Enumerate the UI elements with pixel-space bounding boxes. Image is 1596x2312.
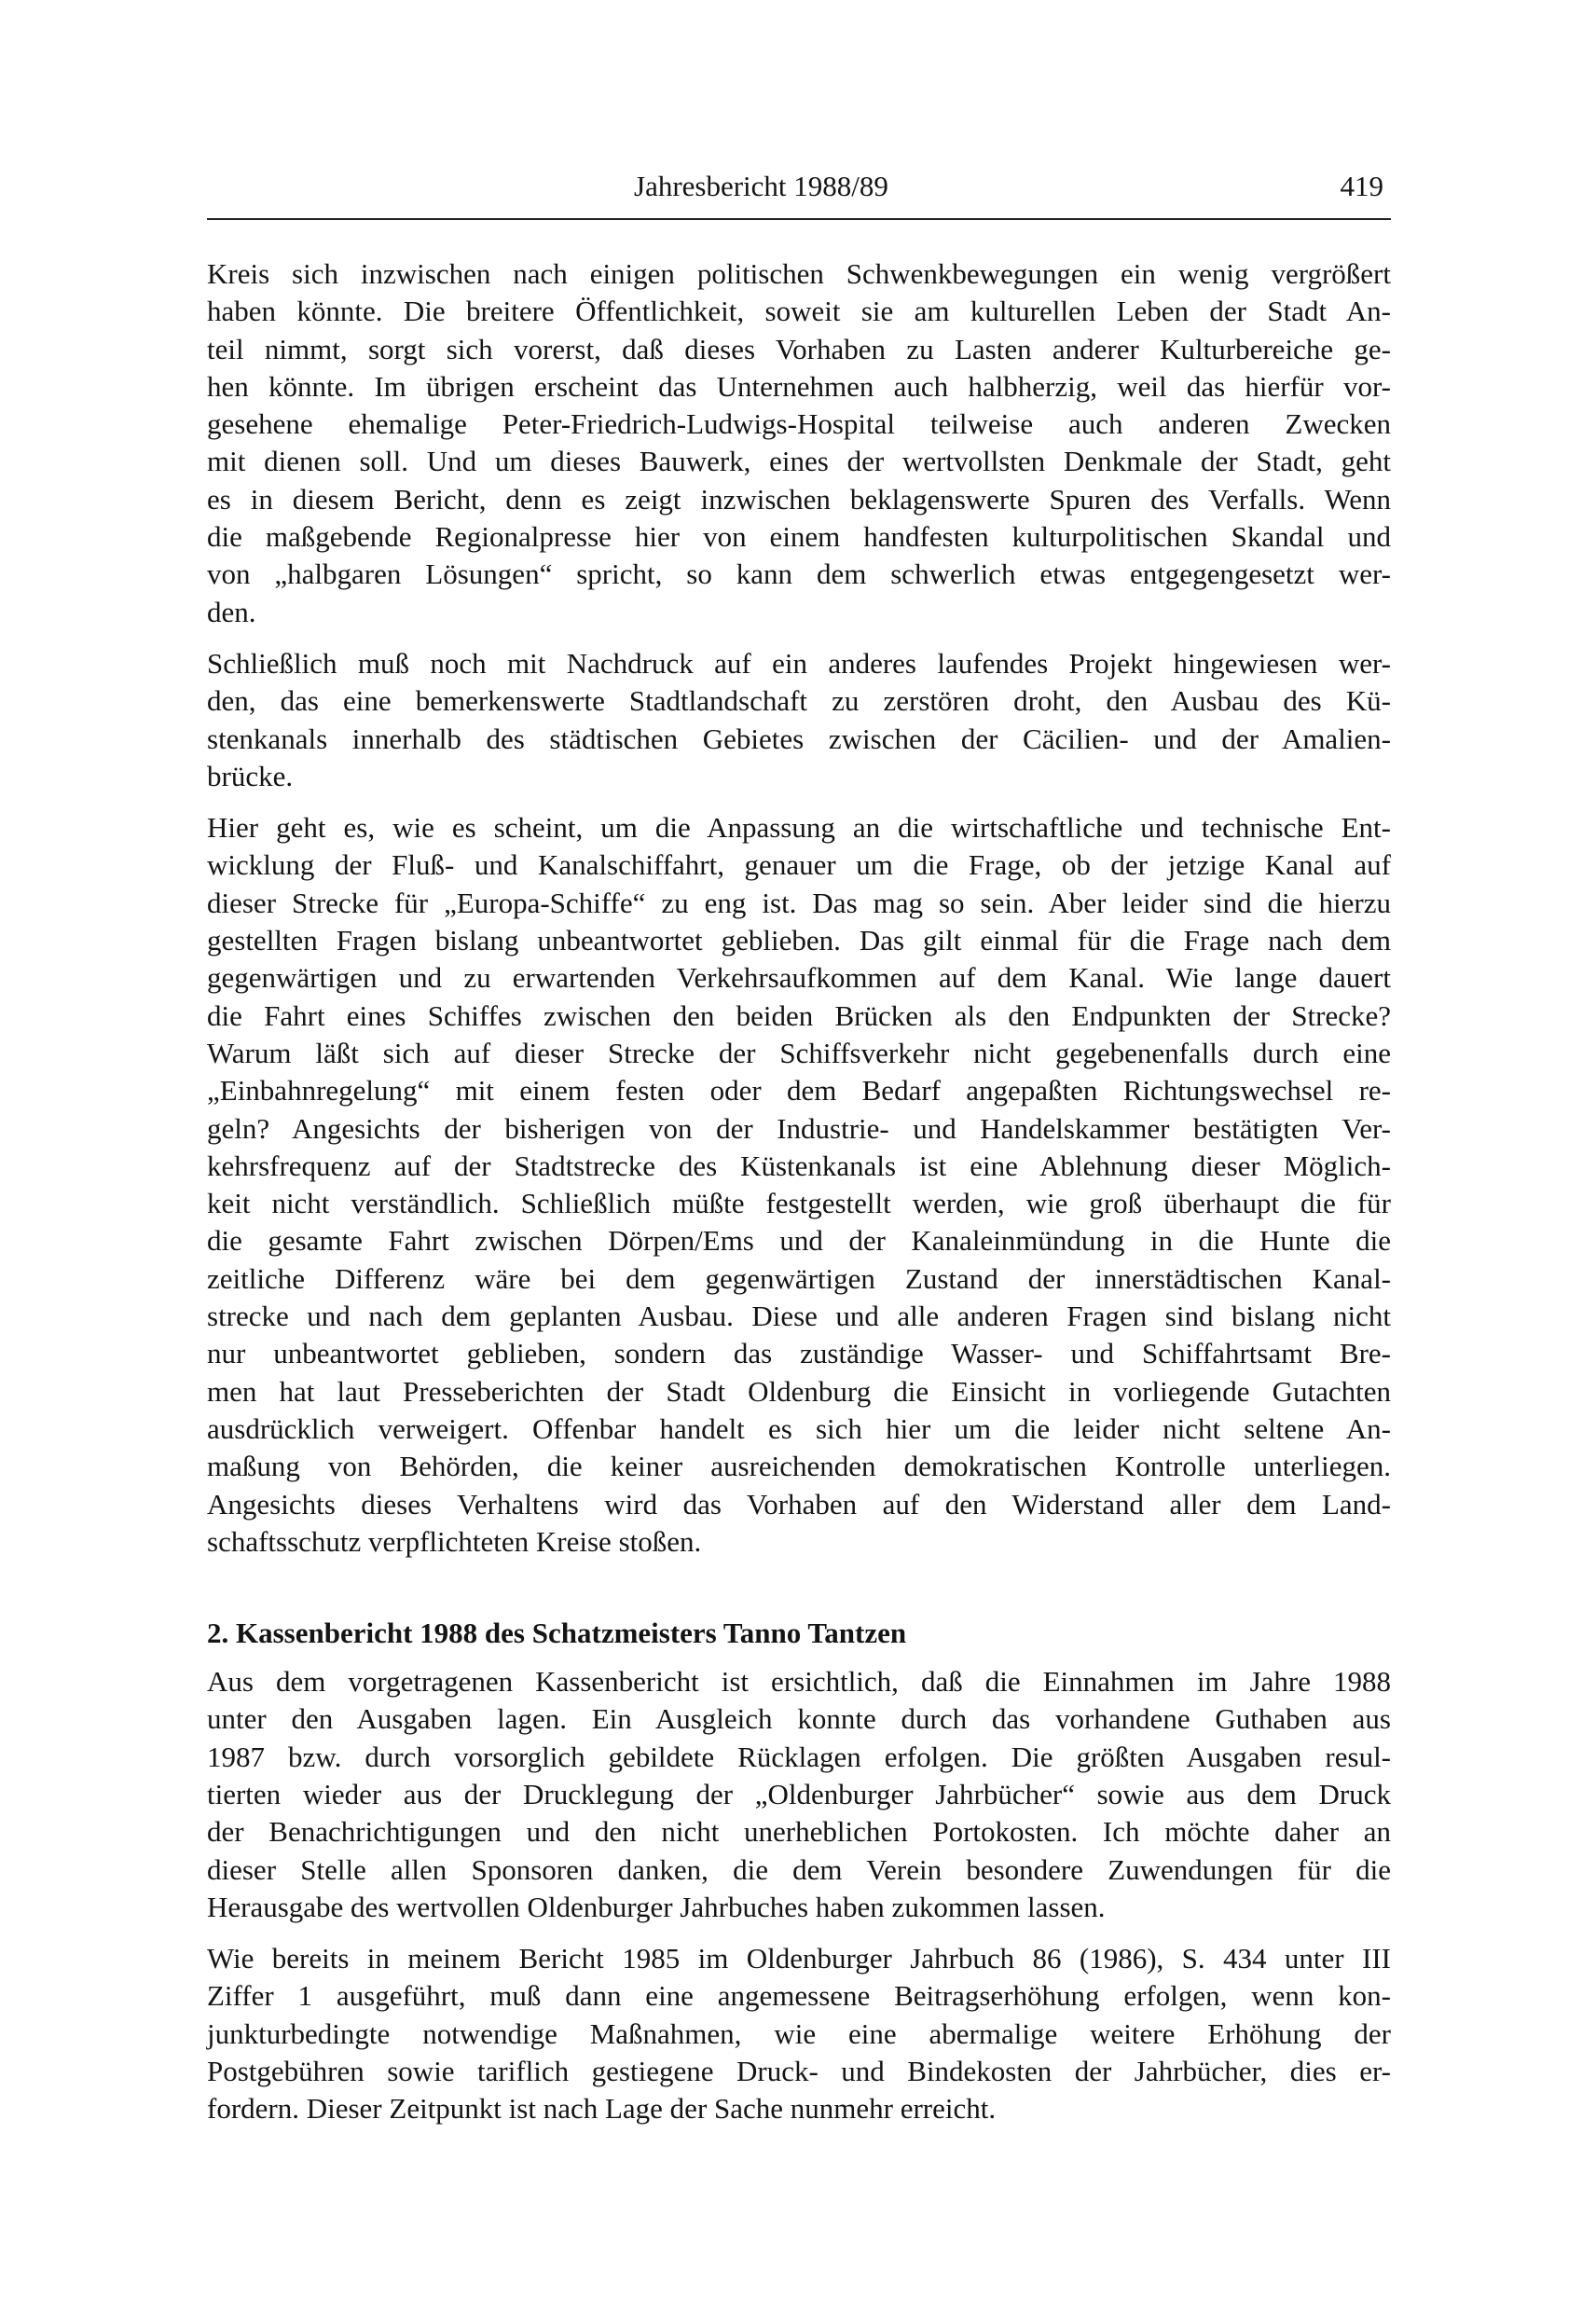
book-page [207,168,1391,2142]
text-line: von „halbgaren Lösungen“ spricht, so kann dem schwerlich etwas entgegengesetzt wer- [207,557,1391,591]
text-line: haben könnte. Die breitere Öffentlichkeit, soweit sie am kulturellen Leben der Stadt An- [207,295,1391,328]
text-line: Ziffer 1 ausgeführt, muß dann eine angemessene Beitragserhöhung erfolgen, wenn kon- [207,1979,1391,2013]
text-line: der Benachrichtigungen und den nicht unerheblichen Portokosten. Ich möchte daher an [207,1815,1391,1849]
text-line: stenkanals innerhalb des städtischen Gebietes zwischen der Cäcilien- und der Amalien- [207,722,1391,755]
text-line: kehrsfrequenz auf der Stadtstrecke des Küstenkanals ist eine Ablehnung dieser Möglich- [207,1149,1391,1182]
text-line: Hier geht es, wie es scheint, um die Anpassung an die wirtschaftliche und technische Ent- [207,811,1391,845]
running-header [207,168,1391,220]
text-line: den, das eine bemerkenswerte Stadtlandschaft zu zerstören droht, den Ausbau des Kü- [207,684,1391,718]
text-line: Angesichts dieses Verhaltens wird das Vorhaben auf den Widerstand aller dem Land- [207,1487,1391,1521]
text-line: Aus dem vorgetragenen Kassenbericht ist ersichtlich, daß die Einnahmen im Jahre 1988 [207,1665,1391,1699]
paragraph [207,1940,1391,2127]
text-line: Kreis sich inzwischen nach einigen politischen Schwenkbewegungen ein wenig vergrößert [207,257,1391,290]
paragraph [207,255,1391,631]
text-line: Wie bereits in meinem Bericht 1985 im Oldenburger Jahrbuch 86 (1986), S. 434 unter III [207,1942,1391,1975]
text-line: mit dienen soll. Und um dieses Bauwerk, eines der wertvollsten Denkmale der Stadt, geht [207,445,1391,478]
text-line: 1987 bzw. durch vorsorglich gebildete Rücklagen erfolgen. Die größten Ausgaben resul- [207,1740,1391,1773]
text-line: gestellten Fragen bislang unbeantwortet geblieben. Das gilt einmal für die Frage nach dem [207,924,1391,957]
text-line: „Einbahnregelung“ mit einem festen oder dem Bedarf angepaßten Richtungswechsel re- [207,1074,1391,1108]
text-line: Postgebühren sowie tariflich gestiegene Druck- und Bindekosten der Jahrbücher, dies er- [207,2055,1391,2088]
text-line: wicklung der Fluß- und Kanalschiffahrt, genauer um die Frage, ob der jetzige Kanal auf [207,848,1391,882]
text-line: dieser Stelle allen Sponsoren danken, die dem Verein besondere Zuwendungen für die [207,1852,1391,1886]
text-line: gegenwärtigen und zu erwartenden Verkehrsaufkommen auf dem Kanal. Wie lange dauert [207,961,1391,995]
text-line: dieser Strecke für „Europa-Schiffe“ zu eng ist. Das mag so sein. Aber leider sind die hierzu [207,886,1391,919]
page-number: 419 [1340,170,1383,202]
text-line: die maßgebende Regionalpresse hier von einem handfesten kulturpolitischen Skandal und [207,520,1391,554]
page-body [207,255,1391,2128]
text-line: die gesamte Fahrt zwischen Dörpen/Ems und der Kanaleinmündung in die Hunte die [207,1224,1391,1258]
text-line: den. [207,595,256,628]
text-line: gesehene ehemalige Peter-Friedrich-Ludwigs-Hospital teilweise auch anderen Zwecken [207,407,1391,441]
text-line: geln? Angesichts der bisherigen von der Industrie- und Handelskammer bestätigten Ver- [207,1111,1391,1145]
text-line: es in diesem Bericht, denn es zeigt inzwischen beklagenswerte Spuren des Verfalls. Wenn [207,482,1391,516]
text-line: zeitliche Differenz wäre bei dem gegenwärtigen Zustand der innerstädtischen Kanal- [207,1261,1391,1295]
paragraph [207,1663,1391,1926]
text-line: unter den Ausgaben lagen. Ein Ausgleich konnte durch das vorhandene Guthaben aus [207,1702,1391,1736]
section-heading: 2. Kassenbericht 1988 des Schatzmeisters Tanno Tantzen [207,1617,907,1650]
text-line: die Fahrt eines Schiffes zwischen den beiden Brücken als den Endpunkten der Strecke? [207,998,1391,1032]
text-line: men hat laut Presseberichten der Stadt Oldenburg die Einsicht in vorliegende Gutachten [207,1374,1391,1408]
text-line: ausdrücklich verweigert. Offenbar handelt es sich hier um die leider nicht seltene An- [207,1411,1391,1445]
text-line: teil nimmt, sorgt sich vorerst, daß dieses Vorhaben zu Lasten anderer Kulturbereiche ge- [207,332,1391,365]
text-line: maßung von Behörden, die keiner ausreichenden demokratischen Kontrolle unterliegen. [207,1450,1391,1483]
text-line: strecke und nach dem geplanten Ausbau. Diese und alle anderen Fragen sind bislang nicht [207,1300,1391,1333]
running-header-title: Jahresbericht 1988/89 [634,170,888,202]
text-line: Schließlich muß noch mit Nachdruck auf ein anderes laufendes Projekt hingewiesen wer- [207,646,1391,680]
paragraph [207,645,1391,795]
paragraph [207,809,1391,1561]
text-line: Warum läßt sich auf dieser Strecke der Schiffsverkehr nicht gegebenenfalls durch eine [207,1036,1391,1069]
text-line: brücke. [207,759,294,792]
text-line: Herausgabe des wertvollen Oldenburger Jahrbuches haben zukommen lassen. [207,1890,1106,1923]
text-line: tierten wieder aus der Drucklegung der „Oldenburger Jahrbücher“ sowie aus dem Druck [207,1777,1391,1810]
text-line: junkturbedingte notwendige Maßnahmen, wie eine abermalige weitere Erhöhung der [207,2016,1391,2050]
text-line: keit nicht verständlich. Schließlich müßte festgestellt werden, wie groß überhaupt die für [207,1187,1391,1220]
text-line: schaftsschutz verpflichteten Kreise stoßen. [207,1524,702,1558]
text-line: fordern. Dieser Zeitpunkt ist nach Lage der Sache nunmehr erreicht. [207,2092,997,2126]
text-line: hen könnte. Im übrigen erscheint das Unternehmen auch halbherzig, weil das hierfür vor- [207,369,1391,403]
text-line: nur unbeantwortet geblieben, sondern das zuständige Wasser- und Schiffahrtsamt Bre- [207,1337,1391,1370]
